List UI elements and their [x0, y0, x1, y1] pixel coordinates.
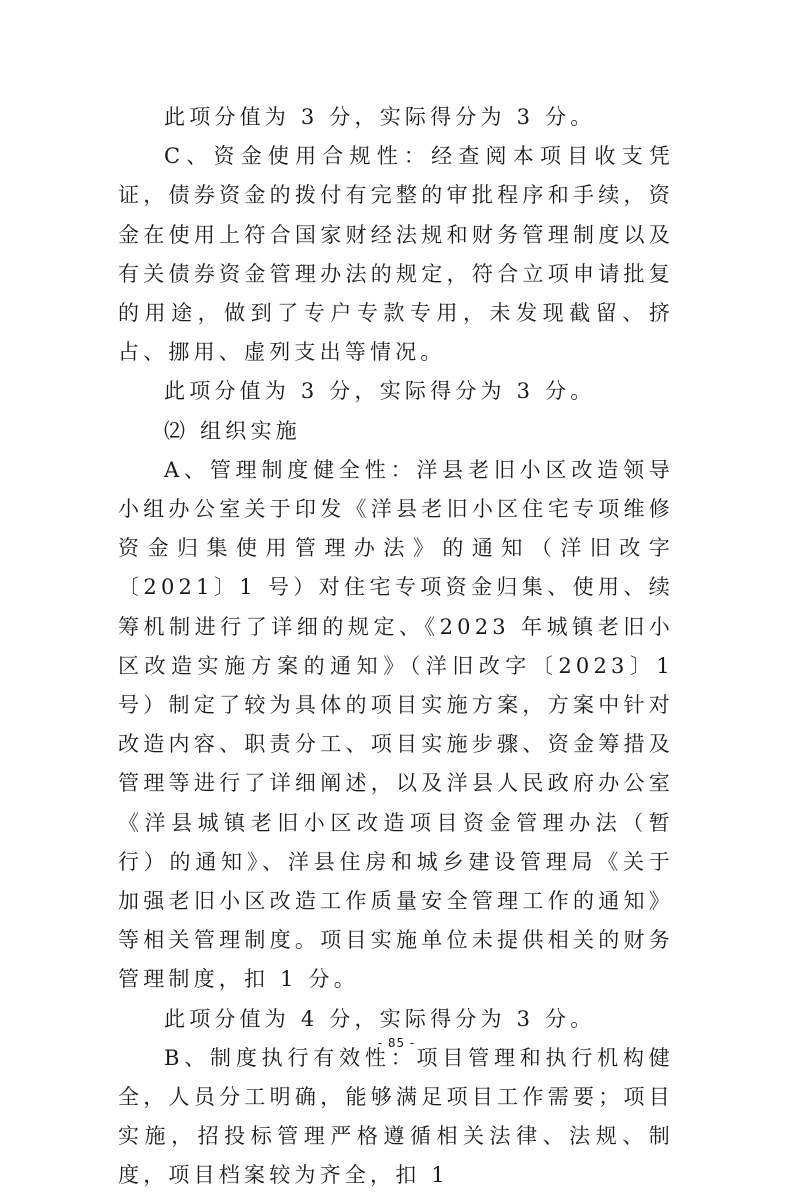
paragraph-management-system: A、管理制度健全性：洋县老旧小区改造领导小组办公室关于印发《洋县老旧小区住宅专项维修资金归集使用管理办法》的通知（洋旧改字〔2021〕1 号）对住宅专项资金归集、使用、续筹机制进行了详细的规定、《2023 年城镇老旧小区改造实施方案的通知》（洋旧改字〔2023〕1 号）制定了较为具体的项目实施方案，方案中针对改造内容、职责分工、项目实施步骤、资金筹措及管理等进行了详细阐述，以及洋县人民政府办公室《洋县城镇老旧小区改造项目资金管理办法（暂行）的通知》、洋县住房和城乡建设管理局《关于加强老旧小区改造工作质量安全管理工作的通知》等相关管理制度。项目实施单位未提供相关的财务管理制度，扣 1 分。	[118, 457, 674, 992]
section-heading-organization: ⑵ 组织实施	[164, 418, 301, 443]
paragraph-system-execution: B、制度执行有效性：项目管理和执行机构健全，人员分工明确，能够满足项目工作需要；项目实施，招投标管理严格遵循相关法律、法规、制度，项目档案较为齐全，扣 1	[118, 1045, 674, 1188]
page-number: - 85 -	[377, 1036, 416, 1050]
score-line-funding-compliance: 此项分值为 3 分，实际得分为 3 分。	[164, 379, 596, 404]
score-line-funding-timeliness: 此项分值为 3 分，实际得分为 3 分。	[164, 105, 596, 129]
score-line-management-system: 此项分值为 4 分，实际得分为 3 分。	[164, 1006, 596, 1031]
document-body	[118, 98, 674, 1196]
paragraph-funding-compliance: C、资金使用合规性：经查阅本项目收支凭证，债券资金的拨付有完整的审批程序和手续，资金在使用上符合国家财经法规和财务管理制度以及有关债券资金管理办法的规定，符合立项申请批复的用途，做到了专户专款专用，未发现截留、挤占、挪用、虚列支出等情况。	[118, 144, 674, 365]
